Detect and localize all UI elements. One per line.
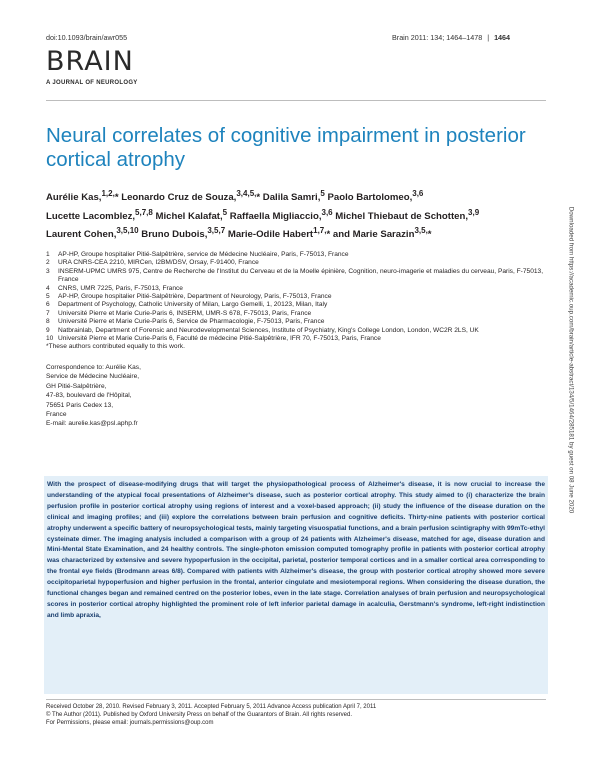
correspondence-line: France <box>46 411 67 419</box>
affiliation-item: 4 CNRS, UMR 7225, Paris, F-75013, France <box>46 284 183 292</box>
affiliation-item: 6 Department of Psychology, Catholic University of Milan, Largo Gemelli, 1, 20123, Milan, Italy <box>46 301 328 309</box>
affiliation-item: 1 AP-HP, Groupe hospitalier Pitié-Salpêtrière, service de Médecine Nucléaire, Paris, F-75013, France <box>46 251 349 258</box>
affiliation-item: 3 INSERM-UPMC UMRS 975, Centre de Recherche de l'Institut du Cerveau et de la Moelle épinière, Cognition, neuro-imagerie et maladies du cerveau, Paris, F-75013, France <box>46 267 544 284</box>
abstract-box <box>44 476 548 694</box>
correspondence-line: Service de Médecine Nucléaire, <box>46 373 140 381</box>
affiliation-item: 9 Natbrainlab, Department of Forensic and Neurodevelopmental Sciences, Institute of Psychiatry, King's College London, London, WC2R 2LS, UK <box>46 326 479 334</box>
affiliation-item: 2 URA CNRS-CEA 2210, MIRCen, I2BM/DSV, Orsay, F-91400, France <box>46 259 259 267</box>
correspondence-line: 47-83, boulevard de l'Hôpital, <box>46 392 132 400</box>
article-title: Neural correlates of cognitive impairment in posterior cortical atrophy <box>46 124 526 171</box>
journal-citation: Brain 2011: 134; 1464–1478 <box>392 33 483 42</box>
affiliations-list <box>46 251 546 343</box>
footer-divider <box>46 699 546 700</box>
abstract-text: With the prospect of disease-modifying drugs that will target the physiopathological process of Alzheimer's disease, it is now crucial to increase the understanding of the atypical focal presentations of Alzheimer's disease, such as posterior cortical atrophy. This study aimed to (i) characterize the brain perfusion profile in posterior cortical atrophy using regions of interest and a voxel-based approach; (ii) study the influence of the disease duration on the clinical and imaging profiles; and (iii) explore the correlations between brain perfusion and cognitive deficits. Thirty-nine patients with posterior cortical atrophy underwent a specific battery of neuropsychological tests, mainly targeting visuospatial functions, and a brain perfusion scintigraphy with 99mTc-ethyl cysteinate dimer. The imaging analysis included a comparison with a group of 24 patients with Alzheimer's disease, matched for age, disease duration and Mini-Mental State Examination, and 24 healthy controls. The single-photon emission computed tomography profile in patients with posterior cortical atrophy was characterized by extensive and severe hypoperfusion in the occipital, parietal, posterior temporal cortices and in a smaller cortical area corresponding to the frontal eye fields (Brodmann areas 6/8). Compared with patients with Alzheimer's disease, the group with posterior cortical atrophy showed more severe occipitoparietal hypoperfusion and higher perfusion in the frontal, anterior cingulate and mesiotemporal regions. When considering the disease duration, the functional changes began and remained centred on the posterior lobes, even in the late stage. Correlation analyses of brain perfusion and neuropsychological scores in posterior cortical atrophy highlighted the prominent role of left inferior parietal damage in acalculia, Gerstmann's syndrome, left-right indistinction and limb apraxia, <box>47 481 545 619</box>
equal-contribution-note: *These authors contributed equally to this work. <box>46 343 185 350</box>
correspondence-line: GH Pitié-Salpêtrière, <box>46 382 107 390</box>
footer-line: © The Author (2011). Published by Oxford University Press on behalf of the Guarantors of Brain. All rights reserved. <box>46 712 353 719</box>
doi-text: doi:10.1093/brain/awr055 <box>46 33 128 42</box>
correspondence-line: Correspondence to: Aurélie Kas, <box>46 364 141 371</box>
download-watermark-text: Downloaded from https://academic.oup.com/brain/article-abstract/134/5/1464/285181 by guest on 08 June 2020 <box>567 206 575 514</box>
footer-line: For Permissions, please email: journals.permissions@oup.com <box>46 720 214 727</box>
correspondence-block <box>46 363 141 429</box>
download-watermark <box>566 100 576 620</box>
affiliation-item: 7 Université Pierre et Marie Curie-Paris 6, INSERM, UMR-S 678, F-75013, Paris, France <box>46 309 312 317</box>
correspondence-line: 75651 Paris Cedex 13, <box>46 401 114 409</box>
affiliation-item: 5 AP-HP, Groupe hospitalier Pitié-Salpêtrière, Department of Neurology, Paris, F-75013, France <box>46 293 332 301</box>
author-list: Aurélie Kas,$^{1,2,}$* Leonardo Cruz de Souza,$^{3,4,5,}$* Dalila Samri,$^5$ Paolo Bartolomeo,$^{3,6}$ Lucette Lacomblez,$^{5,7,8}$ Michel Kalafat,$^5$ Raffaella Migliaccio,$^{3,6}$ Michel Thiebaut de Schotten,$^{3,9}$ Laurent Cohen,$^{3,5,10}$ Bruno Dubois,$^{3,5,7}$ Marie-Odile Habert$^{1,7,}$* and Marie Sarazin$^{3,5,}$* <box>46 189 480 241</box>
journal-logo-subtitle: A JOURNAL OF NEUROLOGY <box>46 80 138 86</box>
page-number: 1464 <box>494 33 511 42</box>
journal-logo: BRAIN <box>46 46 134 77</box>
footer-line: Received October 28, 2010. Revised February 3, 2011. Accepted February 5, 2011 Advance Access publication April 7, 2011 <box>46 704 377 710</box>
header-divider <box>46 100 546 101</box>
affiliation-item: 10 Université Pierre et Marie Curie-Paris 6, Faculté de médecine Pitié-Salpêtrière, IFR 70, F-75013, Paris, France <box>46 335 381 343</box>
journal-reference <box>392 33 510 42</box>
correspondence-email[interactable]: E-mail: aurelie.kas@psl.aphp.fr <box>46 420 138 428</box>
affiliation-item: 8 Université Pierre et Marie Curie-Paris 6, Service de Pharmacologie, F-75013, Paris, France <box>46 318 325 326</box>
separator: | <box>487 33 490 42</box>
publication-footer <box>46 703 376 728</box>
